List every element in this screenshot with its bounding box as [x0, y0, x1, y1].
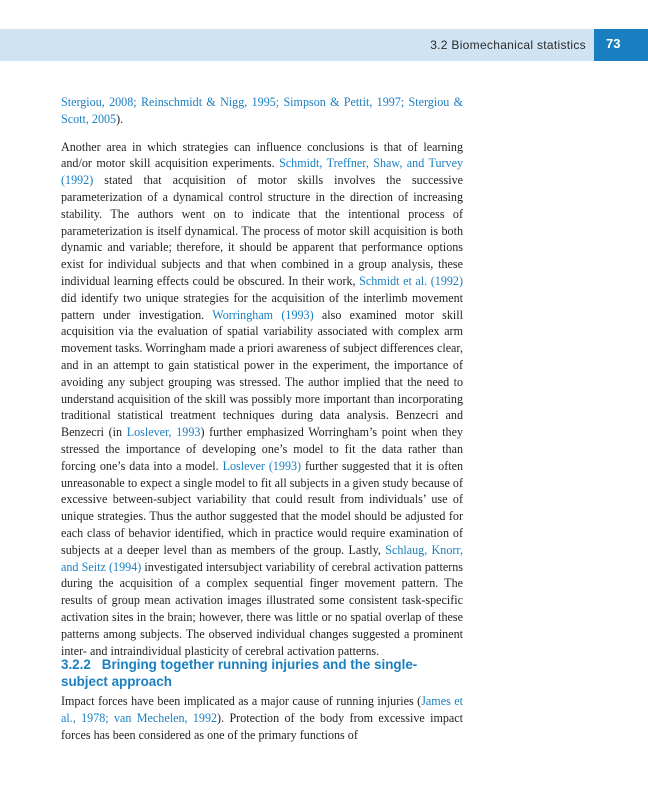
- text-run: ). Protection of the body from excessive impact forces has been considered as one of the primary functions of: [61, 710, 463, 742]
- text-run: ) further emphasized Worringham’s point when they stressed the importance of developing one’s model to fit the data rather than forcing one’s data into a model.: [61, 425, 463, 473]
- paragraph-strategies: [61, 139, 463, 660]
- text-run: stated that acquisition of motor skills involves the successive parameterization of a dynamical control structure in the direction of increasing stability. The authors went on to indicate that the intentional process of parameterization is itself dynamical. The process of motor skill acquisition is both dynamic and variable; therefore, it should be apparent that performance options exist for individual subjects and that when combined in a group analysis, these individual learning effects could be obscured. In their work,: [61, 173, 463, 288]
- paragraph-impact-forces: [61, 693, 463, 743]
- text-run: did identify two unique strategies for the acquisition of the interlimb movement pattern under investigation.: [61, 290, 463, 322]
- running-header-band: [0, 29, 648, 61]
- text-run: investigated intersubject variability of cerebral activation patterns during the acquisition of a complex sequential finger movement pattern. The results of group mean activation images illustrated some consistent task-specific activation sites in the brain; however, there was little or no spatial overlap of these patterns among subjects. The observed individual changes suggested a prominent inter- and intraindividual plasticity of cerebral activation patterns.: [61, 559, 463, 658]
- section-title: Bringing together running injuries and the single-subject approach: [61, 657, 418, 689]
- text-run: further suggested that it is often unreasonable to expect a single model to fit all subjects in a given study because of excessive between-subject variability that could result from individuals’ use of unique strategies. Thus the author suggested that the model should be adjusted for each class of behavior identified, which in practice would require examination of subjects at a deeper level than as members of the group. Lastly,: [61, 458, 464, 557]
- citation-link[interactable]: James et al., 1978; van Mechelen, 1992: [61, 694, 463, 725]
- citation-link[interactable]: Schlaug, Knorr, and Seitz (1994): [61, 542, 463, 574]
- body-text-section: [61, 693, 463, 743]
- citation-link[interactable]: Worringham (1993): [212, 307, 314, 322]
- page-number: 73: [606, 36, 621, 51]
- body-text: [61, 94, 463, 659]
- text-run: also examined motor skill acquisition via the evaluation of spatial variability associated with complex arm movement tasks. Worringham made a priori awareness of subject differences clear, and in an attempt to gain statistical power in the experiment, the importance of avoiding any subject grouping was stressed. The author implied that the need to understand acquisition of the skill was possibly more important than incorporating traditional statistical treatment techniques during data analysis. Benzecri and Benzecri (in: [61, 307, 463, 440]
- citation-link[interactable]: Schmidt et al. (1992): [359, 273, 463, 288]
- citation-link[interactable]: Loslever (1993): [222, 458, 302, 473]
- section-number: 3.2.2: [61, 657, 91, 672]
- running-head: 3.2 Biomechanical statistics: [430, 38, 586, 52]
- paragraph-continued: [61, 94, 463, 128]
- text-run: ).: [116, 111, 124, 126]
- citation-link[interactable]: Loslever, 1993: [126, 425, 201, 440]
- page-number-box: [594, 29, 648, 61]
- text-run: Impact forces have been implicated as a major cause of running injuries (: [61, 694, 422, 708]
- citation-link[interactable]: Schmidt, Treffner, Shaw, and Turvey (1992): [61, 156, 463, 188]
- section-heading: [61, 656, 463, 690]
- text-run: Another area in which strategies can influence conclusions is that of learning and/or motor skill acquisition experiments.: [61, 139, 463, 171]
- citation-link[interactable]: Stergiou, 2008; Reinschmidt & Nigg, 1995; Simpson & Pettit, 1997; Stergiou & Scott, 2005: [61, 95, 463, 126]
